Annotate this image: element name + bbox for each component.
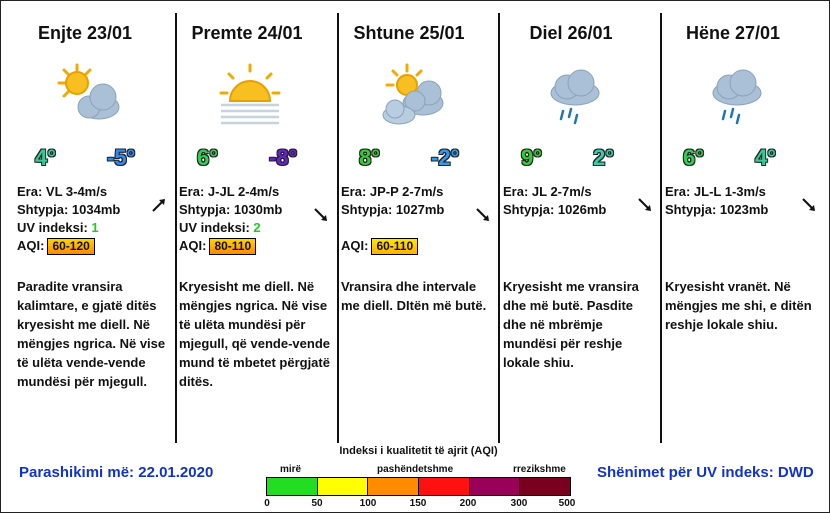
temp-max: 9° xyxy=(521,145,543,170)
pressure-text: Shtypja: 1030mb xyxy=(179,202,283,217)
column-divider xyxy=(660,13,662,443)
arrow-southeast-icon xyxy=(801,197,817,213)
day-description: Vransira dhe intervale me diell. DItën më butë. xyxy=(341,279,487,313)
rain-cloud-icon xyxy=(539,61,609,131)
aqi-badge: 60-110 xyxy=(371,238,418,255)
aqi-tick: 300 xyxy=(510,498,528,509)
arrow-southeast-icon xyxy=(637,197,653,213)
day-description: Paradite vransira kalimtare, e gjatë ditës kryesisht me diell. Në mëngjes ngrica. Në vise të ulëta vende-vende mundësi për mjegull. xyxy=(17,279,166,389)
temp-max: 6° xyxy=(197,145,219,170)
aqi-category-unhealthy: pashëndetshme xyxy=(377,464,454,475)
aqi-tick: 100 xyxy=(359,498,377,509)
sun-behind-clouds-icon xyxy=(377,61,447,131)
aqi-badge: 80-110 xyxy=(209,238,256,255)
wind-text: Era: JL 2-7m/s xyxy=(503,184,592,199)
day-description: Kryesisht me diell. Në mëngjes ngrica. Në vise të ulëta mundësi për mjegull, që vende-vende mund të mbetet përgjatë ditës. xyxy=(179,279,330,389)
aqi-segment xyxy=(470,478,521,495)
day-date: Premte 24/01 xyxy=(191,23,303,43)
aqi-scale-title: Indeksi i kualitetit të ajrit (AQI) xyxy=(339,445,498,457)
aqi-badge: 60-120 xyxy=(47,238,94,255)
aqi-tick: 150 xyxy=(409,498,427,509)
day-description: Kryesisht vranët. Në mëngjes me shi, e ditën reshje lokale shiu. xyxy=(665,279,812,332)
wind-text: Era: VL 3-4m/s xyxy=(17,184,108,199)
aqi-label: AQI: xyxy=(341,238,369,253)
sun-fog-icon xyxy=(215,61,285,131)
aqi-color-scale xyxy=(266,477,571,496)
rain-cloud-icon xyxy=(701,61,771,131)
day-date: Hëne 27/01 xyxy=(685,23,781,43)
aqi-category-good: mirë xyxy=(280,464,302,475)
arrow-southeast-icon xyxy=(313,207,329,223)
column-divider xyxy=(498,13,500,443)
aqi-segment xyxy=(267,478,318,495)
aqi-label: AQI: xyxy=(179,238,207,253)
day-date: Enjte 23/01 xyxy=(37,23,133,43)
temp-max: 6° xyxy=(683,145,705,170)
aqi-tick: 50 xyxy=(311,498,323,509)
temp-max: 4° xyxy=(35,145,57,170)
day-info xyxy=(17,183,120,255)
temp-max: 8° xyxy=(359,145,381,170)
aqi-row xyxy=(17,237,120,255)
aqi-label: AQI: xyxy=(17,238,45,253)
arrow-southeast-icon xyxy=(475,207,491,223)
aqi-segment xyxy=(368,478,419,495)
aqi-segment xyxy=(318,478,369,495)
blank-line xyxy=(341,219,444,237)
temp-min: -5° xyxy=(107,145,136,170)
temp-min: -2° xyxy=(431,145,460,170)
day-description: Kryesisht me vransira dhe më butë. Pasdite dhe në mbrëmje mundësi për reshje lokale shiu. xyxy=(503,279,639,370)
uv-label: UV indeksi: xyxy=(17,220,92,235)
wind-text: Era: JL-L 1-3m/s xyxy=(665,184,766,199)
uv-value: 1 xyxy=(91,220,99,235)
pressure-text: Shtypja: 1026mb xyxy=(503,202,607,217)
wind-text: Era: JP-P 2-7m/s xyxy=(341,184,444,199)
aqi-tick: 0 xyxy=(264,498,270,509)
temp-min: 2° xyxy=(593,145,615,170)
column-divider xyxy=(175,13,177,443)
temp-min: -8° xyxy=(269,145,298,170)
aqi-row xyxy=(179,237,282,255)
aqi-category-hazardous: rrezikshme xyxy=(513,464,566,475)
aqi-row xyxy=(341,237,444,255)
column-divider xyxy=(337,13,339,443)
pressure-text: Shtypja: 1027mb xyxy=(341,202,445,217)
day-date: Diel 26/01 xyxy=(529,23,613,43)
uv-value: 2 xyxy=(253,220,261,235)
arrow-northeast-icon xyxy=(151,197,167,213)
aqi-segment xyxy=(419,478,470,495)
uv-index xyxy=(179,219,282,237)
aqi-tick: 500 xyxy=(558,498,576,509)
sun-behind-cloud-icon xyxy=(53,61,123,131)
wind-text: Era: J-JL 2-4m/s xyxy=(179,184,280,199)
forecast-date-label: Parashikimi më: 22.01.2020 xyxy=(19,464,214,481)
uv-note-label: Shënimet për UV indeks: DWD xyxy=(597,464,814,481)
day-info xyxy=(503,183,606,219)
day-info xyxy=(179,183,282,255)
pressure-text: Shtypja: 1034mb xyxy=(17,202,121,217)
aqi-tick: 200 xyxy=(459,498,477,509)
day-info xyxy=(665,183,768,219)
day-info xyxy=(341,183,444,255)
day-date: Shtune 25/01 xyxy=(353,23,465,43)
uv-index xyxy=(17,219,120,237)
uv-label: UV indeksi: xyxy=(179,220,254,235)
temp-min: 4° xyxy=(755,145,777,170)
aqi-segment xyxy=(520,478,570,495)
pressure-text: Shtypja: 1023mb xyxy=(665,202,769,217)
